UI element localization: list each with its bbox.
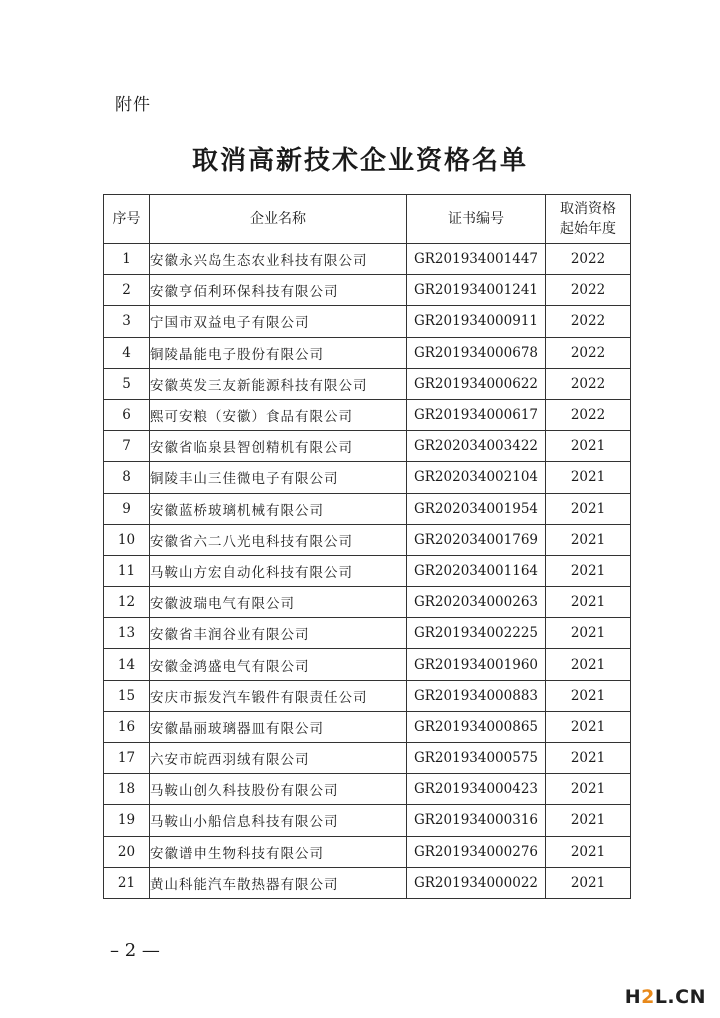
- table-row: [104, 431, 631, 462]
- row-seq: 16: [104, 711, 150, 742]
- row-company: 安徽谱申生物科技有限公司: [150, 836, 407, 867]
- row-company: 马鞍山方宏自动化科技有限公司: [150, 555, 407, 586]
- row-year: 2021: [546, 555, 631, 586]
- row-company: 铜陵晶能电子股份有限公司: [150, 337, 407, 368]
- row-year: 2021: [546, 805, 631, 836]
- row-seq: 10: [104, 524, 150, 555]
- row-seq: 13: [104, 618, 150, 649]
- header-year-line1: 取消资格: [560, 201, 616, 217]
- row-seq: 15: [104, 680, 150, 711]
- row-seq: 2: [104, 275, 150, 306]
- row-company: 安徽蓝桥玻璃机械有限公司: [150, 493, 407, 524]
- row-seq: 5: [104, 368, 150, 399]
- header-seq: 序号: [104, 195, 150, 244]
- row-company: 铜陵丰山三佳微电子有限公司: [150, 462, 407, 493]
- row-company: 安庆市振发汽车锻件有限责任公司: [150, 680, 407, 711]
- table-row: [104, 524, 631, 555]
- page-number: – 2 —: [110, 940, 160, 961]
- row-seq: 21: [104, 867, 150, 898]
- row-year: 2021: [546, 836, 631, 867]
- row-cert: GR201934001241: [407, 275, 546, 306]
- row-year: 2021: [546, 774, 631, 805]
- row-cert: GR201934000423: [407, 774, 546, 805]
- table-row: [104, 462, 631, 493]
- row-seq: 9: [104, 493, 150, 524]
- attachment-label: 附件: [115, 95, 151, 115]
- row-cert: GR201934000622: [407, 368, 546, 399]
- row-year: 2021: [546, 431, 631, 462]
- company-table: [103, 194, 631, 899]
- row-year: 2021: [546, 462, 631, 493]
- row-seq: 3: [104, 306, 150, 337]
- row-seq: 14: [104, 649, 150, 680]
- table-row: [104, 555, 631, 586]
- table-row: [104, 743, 631, 774]
- header-company: 企业名称: [150, 195, 407, 244]
- table-row: [104, 275, 631, 306]
- row-cert: GR201934000865: [407, 711, 546, 742]
- row-seq: 11: [104, 555, 150, 586]
- row-seq: 18: [104, 774, 150, 805]
- row-cert: GR201934000678: [407, 337, 546, 368]
- row-year: 2021: [546, 711, 631, 742]
- table-row: [104, 368, 631, 399]
- row-year: 2021: [546, 493, 631, 524]
- row-company: 黄山科能汽车散热器有限公司: [150, 867, 407, 898]
- table-row: [104, 774, 631, 805]
- row-seq: 19: [104, 805, 150, 836]
- row-company: 安徽英发三友新能源科技有限公司: [150, 368, 407, 399]
- table-row: [104, 587, 631, 618]
- row-year: 2021: [546, 867, 631, 898]
- row-company: 安徽省丰润谷业有限公司: [150, 618, 407, 649]
- table-row: [104, 399, 631, 430]
- row-company: 安徽省临泉县智创精机有限公司: [150, 431, 407, 462]
- row-company: 马鞍山小船信息科技有限公司: [150, 805, 407, 836]
- row-cert: GR201934002225: [407, 618, 546, 649]
- row-seq: 6: [104, 399, 150, 430]
- row-cert: GR202034003422: [407, 431, 546, 462]
- row-cert: GR201934000883: [407, 680, 546, 711]
- row-seq: 20: [104, 836, 150, 867]
- row-seq: 17: [104, 743, 150, 774]
- row-company: 安徽永兴岛生态农业科技有限公司: [150, 244, 407, 275]
- row-cert: GR201934000276: [407, 836, 546, 867]
- header-cert: 证书编号: [407, 195, 546, 244]
- row-cert: GR201934000022: [407, 867, 546, 898]
- row-year: 2022: [546, 368, 631, 399]
- row-seq: 7: [104, 431, 150, 462]
- row-company: 熙可安粮（安徽）食品有限公司: [150, 399, 407, 430]
- row-year: 2021: [546, 743, 631, 774]
- table-row: [104, 711, 631, 742]
- watermark-part3: L.CN: [654, 986, 706, 1008]
- row-year: 2021: [546, 680, 631, 711]
- row-cert: GR202034001164: [407, 555, 546, 586]
- row-company: 六安市皖西羽绒有限公司: [150, 743, 407, 774]
- row-company: 安徽晶丽玻璃器皿有限公司: [150, 711, 407, 742]
- table-row: [104, 836, 631, 867]
- row-year: 2022: [546, 244, 631, 275]
- row-seq: 12: [104, 587, 150, 618]
- row-seq: 1: [104, 244, 150, 275]
- row-year: 2022: [546, 399, 631, 430]
- row-company: 宁国市双益电子有限公司: [150, 306, 407, 337]
- row-cert: GR201934000316: [407, 805, 546, 836]
- header-year: [546, 195, 631, 244]
- table-row: [104, 493, 631, 524]
- row-year: 2022: [546, 337, 631, 368]
- row-cert: GR202034001769: [407, 524, 546, 555]
- table-row: [104, 244, 631, 275]
- watermark-part1: H: [624, 986, 642, 1008]
- row-year: 2021: [546, 618, 631, 649]
- row-year: 2021: [546, 524, 631, 555]
- row-cert: GR202034000263: [407, 587, 546, 618]
- row-seq: 4: [104, 337, 150, 368]
- row-cert: GR201934001960: [407, 649, 546, 680]
- row-seq: 8: [104, 462, 150, 493]
- table-row: [104, 867, 631, 898]
- table-row: [104, 306, 631, 337]
- row-year: 2021: [546, 587, 631, 618]
- site-watermark-logo: [625, 986, 706, 1008]
- table-row: [104, 649, 631, 680]
- row-cert: GR201934000911: [407, 306, 546, 337]
- row-cert: GR201934000575: [407, 743, 546, 774]
- table-row: [104, 618, 631, 649]
- row-year: 2022: [546, 306, 631, 337]
- table-row: [104, 805, 631, 836]
- table-header-row: [104, 195, 631, 244]
- row-company: 安徽亨佰利环保科技有限公司: [150, 275, 407, 306]
- row-company: 安徽省六二八光电科技有限公司: [150, 524, 407, 555]
- row-company: 马鞍山创久科技股份有限公司: [150, 774, 407, 805]
- row-year: 2022: [546, 275, 631, 306]
- row-cert: GR202034002104: [407, 462, 546, 493]
- document-title: 取消高新技术企业资格名单: [191, 146, 528, 176]
- row-company: 安徽金鸿盛电气有限公司: [150, 649, 407, 680]
- row-cert: GR201934000617: [407, 399, 546, 430]
- row-cert: GR201934001447: [407, 244, 546, 275]
- row-cert: GR202034001954: [407, 493, 546, 524]
- header-year-line2: 起始年度: [560, 221, 616, 237]
- watermark-part2: 2: [641, 986, 655, 1008]
- row-company: 安徽波瑞电气有限公司: [150, 587, 407, 618]
- table-row: [104, 337, 631, 368]
- table-row: [104, 680, 631, 711]
- row-year: 2021: [546, 649, 631, 680]
